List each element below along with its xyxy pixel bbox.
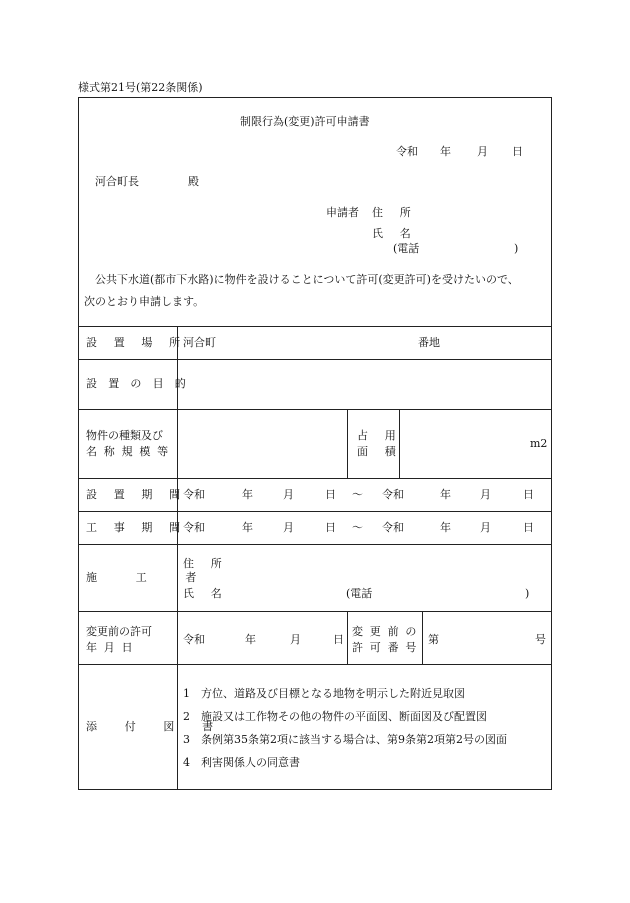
statement-line1: 公共下水道(都市下水路)に物件を設けることについて許可(変更許可)を受けたいので、: [95, 273, 519, 286]
prev-permit-no-label-line2: 許 可 番 号: [352, 641, 419, 654]
attachment-item: 3 条例第35条第2項に該当する場合は、第9条第2項第2号の図面: [183, 733, 507, 746]
permit-no-dai: 第: [428, 633, 439, 646]
applicant-phone-close: ): [514, 242, 519, 255]
location-town: 河合町: [183, 336, 216, 349]
applicant-label: 申請者: [326, 206, 359, 219]
applicant-name-label: 氏 名: [372, 227, 418, 240]
object-label-line2: 名 称 規 模 等: [86, 445, 170, 458]
applicant-phone-open: (電話: [393, 242, 420, 255]
works-label: 工 事 期 間: [86, 521, 187, 534]
location-banchi: 番地: [418, 336, 440, 349]
area-label-line1: 占 用: [357, 429, 403, 442]
attachments-label: 添 付 図 書: [86, 720, 226, 733]
area-label-line2: 面 積: [357, 445, 403, 458]
statement-line2: 次のとおり申請します。: [84, 295, 205, 308]
prev-permit-label-line1: 変更前の許可: [86, 625, 152, 638]
purpose-label: 設 置 の 目 的: [86, 377, 190, 390]
object-label-line1: 物件の種類及び: [86, 429, 163, 442]
prev-permit-label-line2: 年 月 日: [86, 641, 135, 654]
permit-no-go: 号: [535, 633, 546, 646]
contractor-address-label: 住 所: [183, 557, 229, 570]
addressee-honorific: 殿: [188, 175, 199, 188]
period-label: 設 置 期 間: [86, 488, 187, 501]
form-number: 様式第21号(第22条関係): [78, 81, 203, 94]
area-unit: m2: [530, 437, 548, 450]
prev-permit-no-label-line1: 変 更 前 の: [352, 625, 419, 638]
contractor-name-label: 氏 名: [183, 587, 229, 600]
location-label: 設 置 場 所: [86, 336, 187, 349]
attachment-item: 4 利害関係人の同意書: [183, 756, 300, 769]
contractor-phone-close: ): [525, 587, 530, 600]
attachment-item: 2 施設又は工作物その他の物件の平面図、断面図及び配置図: [183, 710, 487, 723]
applicant-address-label: 住 所: [372, 206, 418, 219]
attachment-item: 1 方位、道路及び目標となる地物を明示した附近見取図: [183, 687, 465, 700]
contractor-label: 施 工 者: [86, 571, 214, 584]
contractor-phone-open: (電話: [346, 587, 373, 600]
addressee-name: 河合町長: [95, 175, 139, 188]
form-title: 制限行為(変更)許可申請書: [240, 115, 370, 128]
